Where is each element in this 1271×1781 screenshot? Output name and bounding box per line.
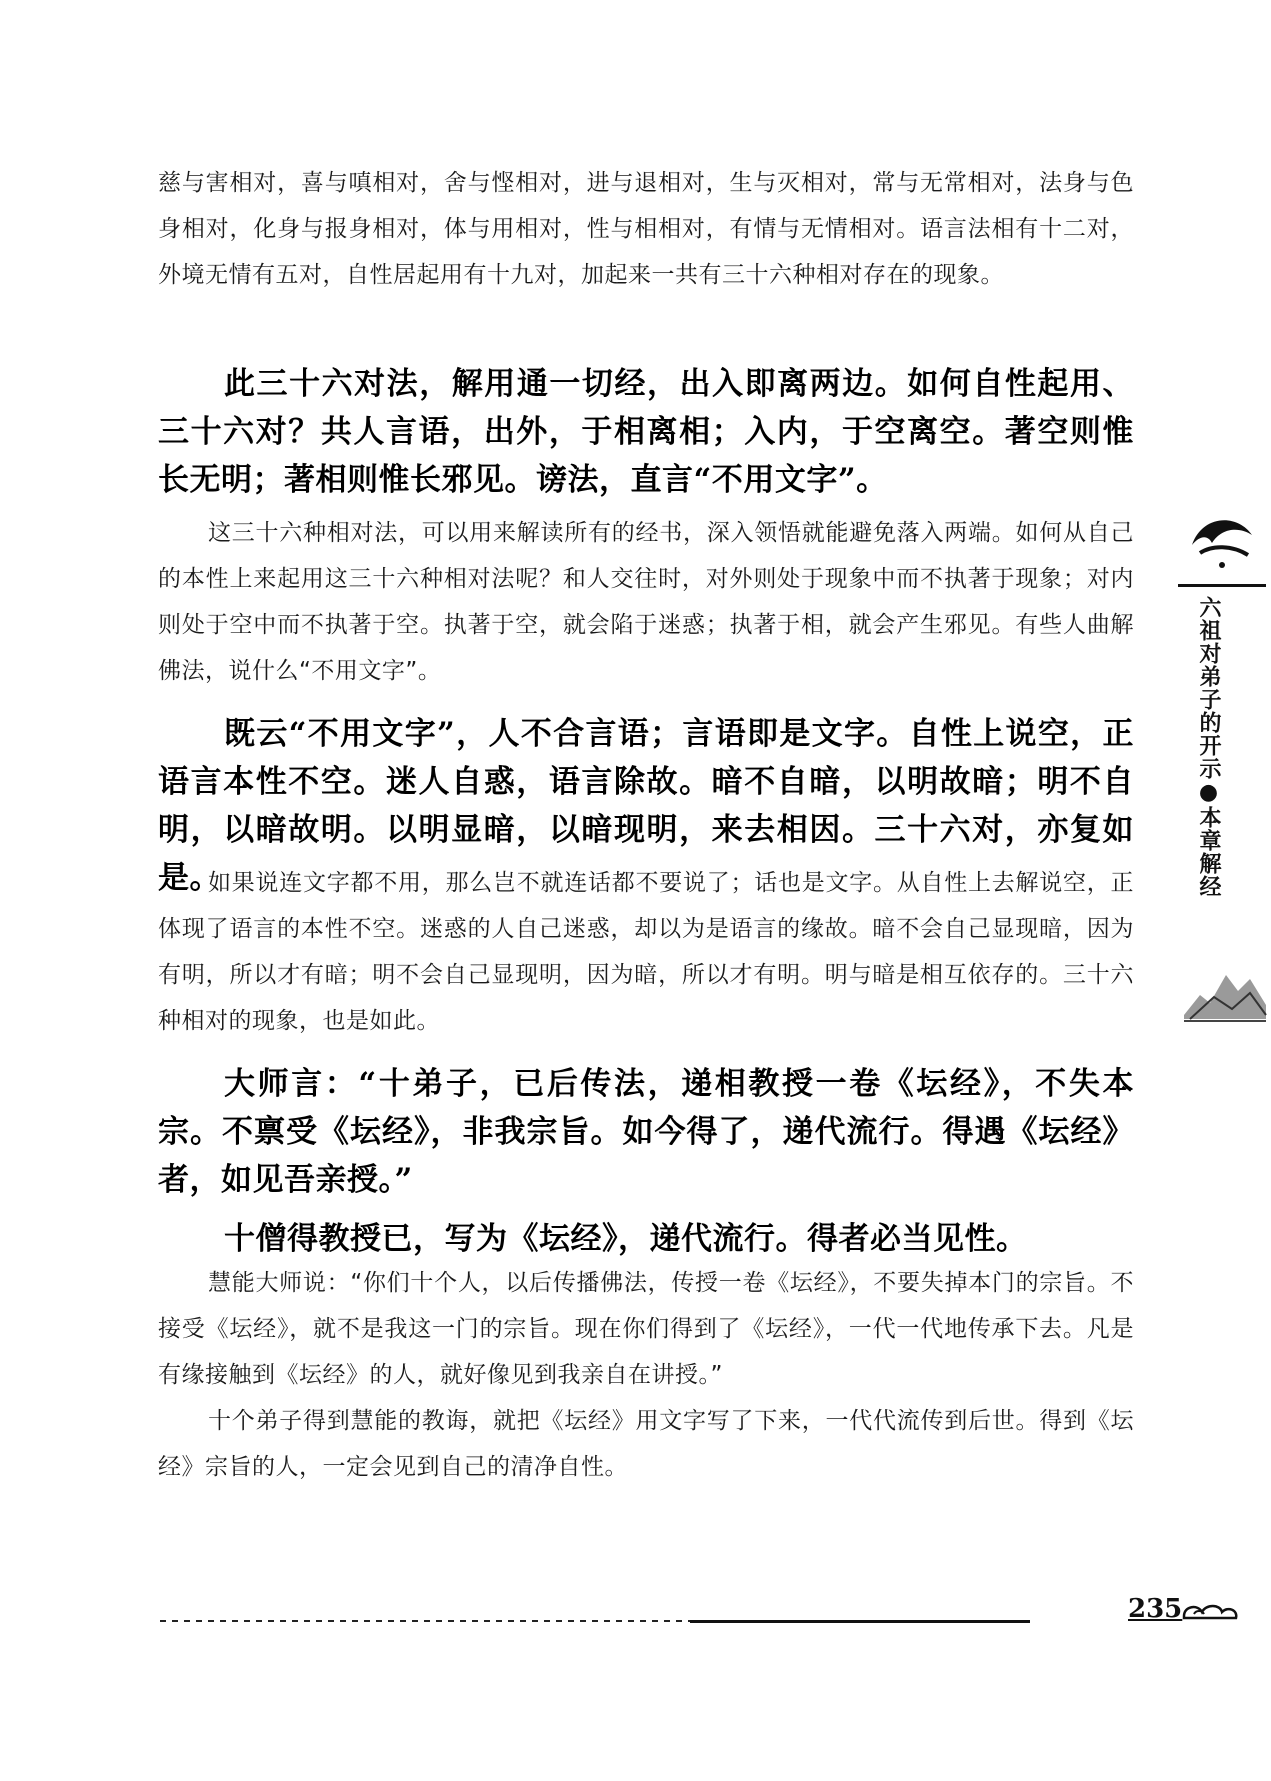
chapter-side-title: 六祖对弟子的开示●本章解经 xyxy=(1196,596,1221,898)
original-text: 大师言：“十弟子，已后传法，递相教授一卷《坛经》，不失本宗。不禀受《坛经》，非我宗旨。如今得了，递代流行。得遇《坛经》者，如见吾亲授。” xyxy=(158,1066,1134,1198)
original-paragraph xyxy=(158,1215,1134,1263)
original-text: 此三十六对法，解用通一切经，出入即离两边。如何自性起用、三十六对？共人言语，出外，于相离相；入内，于空离空。著空则惟长无明；著相则惟长邪见。谤法，直言“不用文字”。 xyxy=(158,366,1134,498)
lotus-ornament-icon xyxy=(1182,505,1260,575)
original-text: 十僧得教授已，写为《坛经》，递代流行。得者必当见性。 xyxy=(224,1221,1028,1257)
cloud-scroll-icon xyxy=(1180,1598,1240,1626)
original-paragraph xyxy=(158,1060,1134,1204)
translation-paragraph xyxy=(158,860,1134,1044)
translation-text: 如果说连文字都不用，那么岂不就连话都不要说了；话也是文字。从自性上去解说空，正体现了语言的本性不空。迷惑的人自己迷惑，却以为是语言的缘故。暗不会自己显现暗，因为有明，所以才有暗；明不会自己显现明，因为暗，所以才有明。明与暗是相互依存的。三十六种相对的现象，也是如此。 xyxy=(158,870,1134,1034)
translation-text: 慈与害相对，喜与嗔相对，舍与悭相对，进与退相对，生与灭相对，常与无常相对，法身与色身相对，化身与报身相对，体与用相对，性与相相对，有情与无情相对。语言法相有十二对，外境无情有五对，自性居起用有十九对，加起来一共有三十六种相对存在的现象。 xyxy=(158,170,1134,288)
original-text: 既云“不用文字”，人不合言语；言语即是文字。自性上说空，正语言本性不空。迷人自惑，语言除故。暗不自暗，以明故暗；明不自明，以暗故明。以明显暗，以暗现明，来去相因。三十六对，亦复如是。 xyxy=(158,716,1134,896)
translation-text: 这三十六种相对法，可以用来解读所有的经书，深入领悟就能避免落入两端。如何从自己的本性上来起用这三十六种相对法呢？和人交往时，对外则处于现象中而不执著于现象；对内则处于空中而不执著于空。执著于空，就会陷于迷惑；执著于相，就会产生邪见。有些人曲解佛法，说什么“不用文字”。 xyxy=(158,520,1134,684)
translation-text: 慧能大师说：“你们十个人，以后传播佛法，传授一卷《坛经》，不要失掉本门的宗旨。不接受《坛经》，就不是我这一门的宗旨。现在你们得到了《坛经》，一代一代地传承下去。凡是有缘接触到《坛经》的人，就好像见到我亲自在讲授。” xyxy=(158,1270,1134,1388)
translation-text: 十个弟子得到慧能的教诲，就把《坛经》用文字写了下来，一代代流传到后世。得到《坛经》宗旨的人，一定会见到自己的清净自性。 xyxy=(158,1408,1134,1480)
footer-rule xyxy=(690,1620,1030,1623)
translation-paragraph xyxy=(158,510,1134,694)
landscape-ornament-icon xyxy=(1180,935,1268,1027)
side-divider xyxy=(1178,584,1266,587)
original-paragraph xyxy=(158,360,1134,504)
translation-paragraph xyxy=(158,160,1134,298)
translation-paragraph xyxy=(158,1260,1134,1398)
page-number: 235 xyxy=(1128,1594,1183,1624)
translation-paragraph xyxy=(158,1398,1134,1490)
